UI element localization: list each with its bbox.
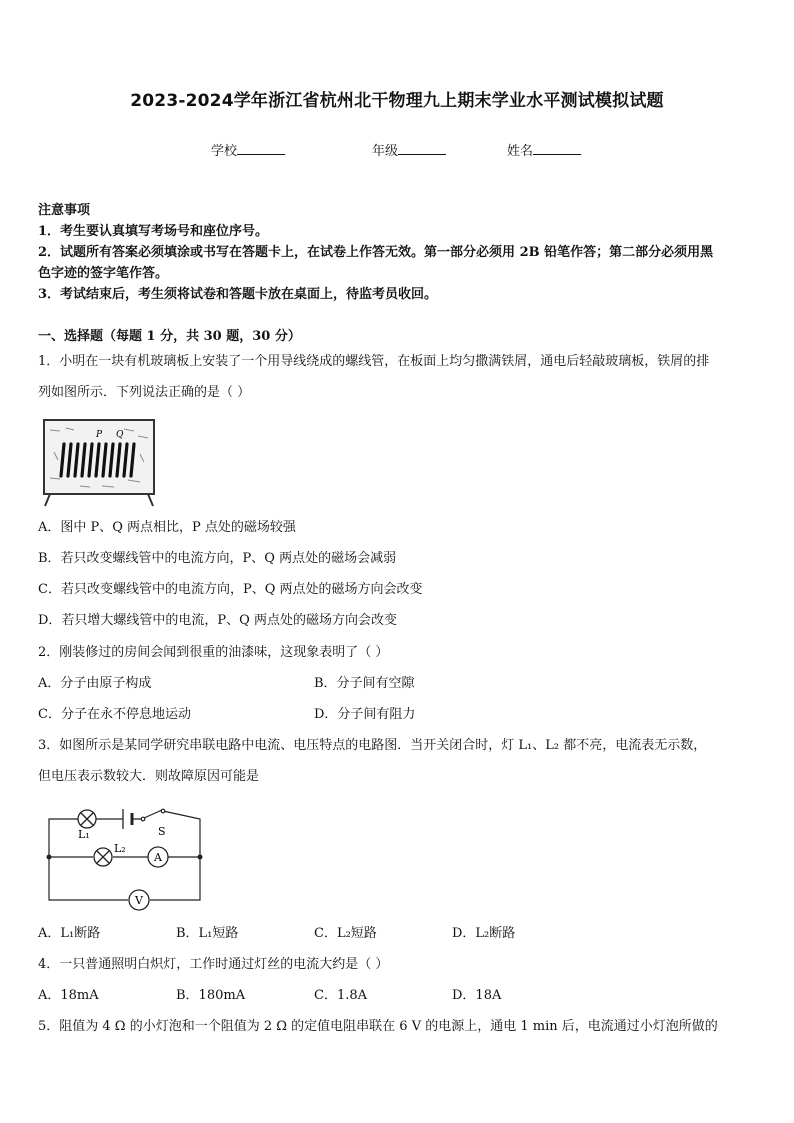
bulb-l1	[78, 810, 96, 828]
name-blank[interactable]	[533, 141, 581, 155]
q2-stem: 2．刚装修过的房间会闻到很重的油漆味，这现象表明了（ ）	[38, 645, 389, 660]
q2-option[interactable]: B．分子间有空隙	[314, 676, 415, 691]
q3-stem: 但电压表示数较大．则故障原因可能是	[38, 769, 260, 784]
q4-option[interactable]: B．180mA	[176, 988, 246, 1003]
school-label: 学校	[211, 144, 238, 159]
section-heading: 一、选择题（每题 1 分，共 30 题，30 分）	[38, 329, 301, 344]
notice-item: 色字迹的签字笔作答。	[38, 266, 169, 281]
circuit-diagram	[40, 801, 206, 913]
q4-stem: 4．一只普通照明白炽灯，工作时通过灯丝的电流大约是（ ）	[38, 957, 389, 972]
q2-option[interactable]: A．分子由原子构成	[38, 676, 152, 691]
school-blank[interactable]	[237, 141, 285, 155]
circuit-wires	[49, 811, 200, 900]
q2-option[interactable]: C．分子在永不停息地运动	[38, 707, 191, 722]
notice-item: 2．试题所有答案必须填涂或书写在答题卡上，在试卷上作答无效。第一部分必须用 2B 铅笔作答；第二部分必须用黑	[38, 245, 714, 260]
voltmeter-label: V	[135, 894, 143, 907]
bulb-l2	[94, 848, 112, 866]
q1-stem: 列如图所示．下列说法正确的是（ ）	[38, 385, 251, 400]
q1-option[interactable]: A．图中 P、Q 两点相比，P 点处的磁场较强	[38, 520, 296, 535]
switch-label: S	[158, 825, 166, 838]
q3-option[interactable]: D．L₂断路	[452, 926, 516, 941]
grade-blank[interactable]	[398, 141, 446, 155]
q2-option[interactable]: D．分子间有阻力	[314, 707, 416, 722]
q4-option[interactable]: C．1.8A	[314, 988, 368, 1003]
notice-item: 3．考试结束后，考生须将试卷和答题卡放在桌面上，待监考员收回。	[38, 287, 438, 302]
school-field[interactable]	[211, 140, 285, 159]
q1-option[interactable]: C．若只改变螺线管中的电流方向，P、Q 两点处的磁场方向会改变	[38, 582, 423, 597]
notice-item: 1．考生要认真填写考场号和座位序号。	[38, 224, 269, 239]
page-title: 2023-2024学年浙江省杭州北干物理九上期末学业水平测试模拟试题	[130, 91, 664, 111]
grade-field[interactable]	[372, 140, 446, 159]
junction-dot	[47, 855, 52, 860]
plate-stand	[45, 494, 153, 506]
switch-s	[141, 809, 165, 821]
q3-option[interactable]: C．L₂短路	[314, 926, 377, 941]
name-field[interactable]	[507, 140, 581, 159]
q1-option[interactable]: D．若只增大螺线管中的电流，P、Q 两点处的磁场方向会改变	[38, 613, 397, 628]
voltmeter	[129, 890, 149, 910]
notice-heading: 注意事项	[38, 203, 91, 218]
q3-option[interactable]: B．L₁短路	[176, 926, 239, 941]
ammeter-label: A	[154, 851, 162, 864]
ammeter	[148, 847, 168, 867]
point-p-label: P	[96, 430, 103, 440]
battery-icon	[123, 809, 132, 829]
q4-option[interactable]: D．18A	[452, 988, 502, 1003]
student-info-row	[0, 140, 794, 160]
grade-label: 年级	[372, 144, 399, 159]
q1-option[interactable]: B．若只改变螺线管中的电流方向，P、Q 两点处的磁场会减弱	[38, 551, 397, 566]
q1-stem: 1．小明在一块有机玻璃板上安装了一个用导线绕成的螺线管，在板面上均匀撒满铁屑，通电后轻敲玻璃板，铁屑的排	[38, 354, 710, 369]
l1-label: L₁	[78, 828, 90, 841]
point-q-label: Q	[116, 430, 124, 440]
l2-label: L₂	[114, 842, 126, 855]
name-label: 姓名	[507, 144, 534, 159]
q5-stem: 5．阻值为 4 Ω 的小灯泡和一个阻值为 2 Ω 的定值电阻串联在 6 V 的电源上，通电 1 min 后，电流通过小灯泡所做的	[38, 1019, 718, 1034]
solenoid-iron-filings-figure	[40, 416, 158, 508]
q3-stem: 3．如图所示是某同学研究串联电路中电流、电压特点的电路图．当开关闭合时，灯 L₁、L₂ 都不亮，电流表无示数，	[38, 738, 707, 753]
junction-dot	[198, 855, 203, 860]
q4-option[interactable]: A．18mA	[38, 988, 99, 1003]
q3-option[interactable]: A．L₁断路	[38, 926, 101, 941]
